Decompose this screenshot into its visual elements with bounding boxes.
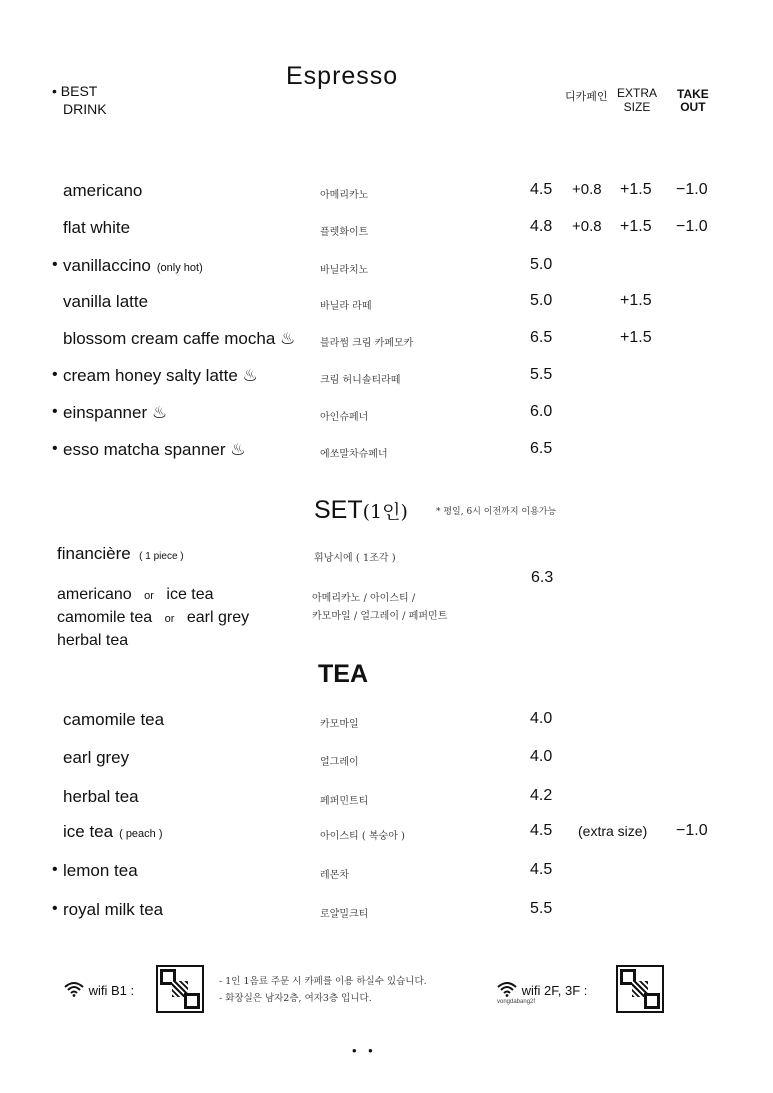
menu-item-name-text: einspanner ♨ — [63, 403, 168, 422]
take-out-discount: −1.0 — [676, 181, 708, 198]
take-out-discount: −1.0 — [676, 218, 708, 235]
extra-size-column-header — [617, 86, 657, 114]
menu-item-name — [63, 710, 164, 730]
menu-item-name-text: vanillaccino — [63, 256, 151, 275]
menu-item-ko: 크림 허니솔티라떼 — [320, 375, 401, 386]
menu-item-price: 4.0 — [530, 748, 553, 765]
menu-item-price: 5.5 — [530, 900, 553, 917]
set-drink-or: or — [144, 590, 154, 602]
menu-item-name-text: esso matcha spanner ♨ — [63, 440, 246, 459]
best-bullet: • — [52, 440, 58, 457]
wifi-b1 — [63, 981, 134, 998]
set-title-ko: (1인) — [362, 501, 408, 523]
extra-size-price: +1.5 — [620, 181, 652, 198]
menu-item-name — [63, 861, 138, 881]
best-bullet: • — [52, 900, 58, 917]
extra-size-note: (extra size) — [578, 823, 648, 839]
wifi-b1-qr-code[interactable] — [156, 965, 204, 1013]
tea-title: TEA — [318, 660, 368, 688]
take-out-header-line1: TAKE — [677, 87, 709, 101]
set-drink-line2 — [57, 607, 249, 630]
menu-item-price: 4.5 — [530, 181, 553, 198]
best-bullet: • — [52, 403, 58, 420]
set-drink-ko — [312, 590, 447, 626]
extra-size-header-line1: EXTRA — [617, 86, 658, 100]
menu-item-name — [63, 256, 203, 276]
decaf-column-header: 디카페인 — [565, 90, 608, 103]
set-drink-ko-line2: 카모마일 / 얼그레이 / 페퍼민트 — [312, 611, 448, 622]
menu-item-name — [63, 366, 258, 386]
best-drink-label — [52, 82, 107, 118]
set-drink-ice-tea: ice tea — [166, 586, 214, 603]
menu-item-ko: 아이스티 ( 복숭아 ) — [320, 831, 405, 842]
notice-restroom: - 화장실은 남자2층, 여자3층 입니다. — [219, 993, 372, 1004]
menu-item-name-text: vanilla latte — [63, 292, 149, 311]
menu-item-name — [63, 292, 148, 312]
menu-item-ko: 에쏘말차슈페너 — [320, 449, 388, 460]
menu-item-name-text: cream honey salty latte ♨ — [63, 366, 258, 385]
take-out-column-header — [677, 88, 709, 114]
extra-size-price: +1.5 — [620, 218, 652, 235]
wifi-icon — [63, 983, 89, 998]
menu-item-ko: 블라썸 크림 카페모카 — [320, 338, 414, 349]
menu-item-price: 4.5 — [530, 822, 553, 839]
set-price: 6.3 — [531, 569, 554, 586]
wifi-ssid: vongdabang2f — [497, 999, 536, 1005]
menu-item-price: 5.0 — [530, 256, 553, 273]
menu-item-name — [63, 181, 142, 201]
set-drink-earl-grey: earl grey — [186, 609, 250, 626]
menu-item-price: 4.5 — [530, 861, 553, 878]
menu-item-price: 5.5 — [530, 366, 553, 383]
menu-item-price: 5.0 — [530, 292, 553, 309]
menu-item-price: 4.8 — [530, 218, 553, 235]
menu-item-price: 6.0 — [530, 403, 553, 420]
menu-item-note: ( peach ) — [119, 828, 163, 840]
set-drink-line3: herbal tea — [57, 632, 129, 649]
set-note: * 평일, 6시 이전까지 이용가능 — [436, 507, 557, 517]
notice-order-policy: - 1인 1음료 주문 시 카페를 이용 하실수 있습니다. — [219, 976, 427, 987]
extra-size-header-line2: SIZE — [623, 100, 651, 114]
menu-item-name — [63, 329, 295, 349]
menu-item-price: 4.2 — [530, 787, 553, 804]
menu-item-ko: 아메리카노 — [320, 190, 369, 201]
menu-item-ko: 로얄밀크티 — [320, 909, 369, 920]
menu-item-ko: 플렛화이트 — [320, 227, 369, 238]
menu-item-name — [63, 403, 167, 423]
wifi-icon — [496, 983, 522, 998]
set-drink-or: or — [164, 613, 175, 625]
set-drink-camomile: camomile tea — [57, 609, 153, 626]
menu-item-name — [63, 748, 129, 768]
menu-item-name — [63, 822, 163, 842]
menu-item-name-text: herbal tea — [63, 787, 139, 806]
decaf-price: +0.8 — [572, 218, 602, 235]
take-out-discount: −1.0 — [676, 822, 708, 839]
menu-item-name — [63, 440, 246, 460]
menu-item-price: 4.0 — [530, 710, 553, 727]
wifi-2f-3f-label: wifi 2F, 3F : — [521, 983, 588, 998]
menu-item-name — [63, 900, 163, 920]
menu-item-ko: 아인슈페너 — [320, 412, 369, 423]
page-dots: • • — [352, 1043, 377, 1058]
set-drink-line1 — [57, 584, 249, 607]
menu-item-ko: 페퍼민트티 — [320, 796, 369, 807]
menu-item-ko: 레몬차 — [320, 870, 349, 881]
menu-item-ko: 바닐라치노 — [320, 265, 369, 276]
menu-item-name — [63, 218, 130, 238]
set-title — [314, 496, 408, 525]
menu-item-note: (only hot) — [156, 262, 203, 274]
set-drink-choices — [57, 584, 249, 651]
set-drink-ko-line1: 아메리카노 / 아이스티 / — [312, 593, 416, 604]
extra-size-price: +1.5 — [620, 292, 652, 309]
decaf-price: +0.8 — [572, 181, 602, 198]
notices — [219, 973, 427, 1007]
set-dessert-name: financière — [57, 544, 131, 563]
menu-item-price: 6.5 — [530, 440, 553, 457]
menu-item-name-text: flat white — [63, 218, 131, 237]
menu-item-name-text: blossom cream caffe mocha ♨ — [63, 329, 296, 348]
espresso-title: Espresso — [286, 62, 399, 90]
menu-item-ko: 바닐라 라떼 — [320, 301, 372, 312]
set-drink-americano: americano — [57, 586, 132, 603]
wifi-b1-label: wifi B1 : — [88, 983, 135, 998]
menu-item-ko: 카모마일 — [320, 719, 359, 730]
set-dessert — [57, 544, 184, 564]
menu-item-name — [63, 787, 139, 807]
best-bullet: • — [52, 366, 58, 383]
set-dessert-ko: 휘낭시에 ( 1조각 ) — [314, 553, 396, 564]
best-bullet: • — [52, 256, 58, 273]
best-bullet: • — [52, 861, 58, 878]
best-drink-line1: • BEST — [52, 83, 98, 99]
menu-item-name-text: camomile tea — [63, 710, 165, 729]
menu-item-ko: 얼그레이 — [320, 757, 359, 768]
menu-item-price: 6.5 — [530, 329, 553, 346]
wifi-2f-3f — [496, 981, 587, 998]
menu-item-name-text: lemon tea — [63, 861, 138, 880]
menu-item-name-text: americano — [63, 181, 143, 200]
set-dessert-note: ( 1 piece ) — [139, 551, 184, 562]
menu-item-name-text: ice tea — [63, 822, 114, 841]
menu-item-name-text: earl grey — [63, 748, 130, 767]
take-out-header-line2: OUT — [680, 100, 706, 114]
wifi-2f-3f-qr-code[interactable] — [616, 965, 664, 1013]
best-drink-line2: DRINK — [63, 101, 107, 117]
set-title-text: SET — [314, 496, 363, 524]
extra-size-price: +1.5 — [620, 329, 652, 346]
menu-item-name-text: royal milk tea — [63, 900, 164, 919]
